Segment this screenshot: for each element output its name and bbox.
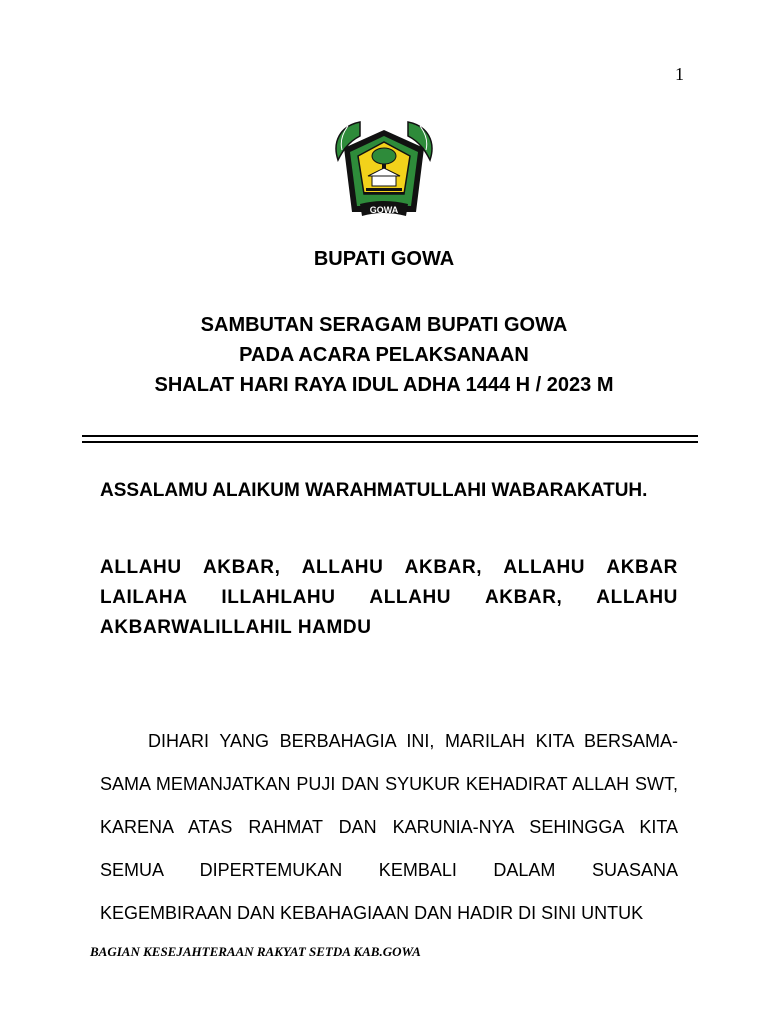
page-title: BUPATI GOWA [313,248,455,270]
divider-rule-bottom [82,441,698,443]
emblem-text: GOWA [369,205,399,215]
greeting-text: ASSALAMU ALAIKUM WARAHMATULLAHI WABARAKATUH. [100,480,648,501]
page-number: 1 [675,64,684,84]
heading-line-1: SAMBUTAN SERAGAM BUPATI GOWA [200,314,568,336]
speech-heading [0,310,768,400]
heading-line-3: SHALAT HARI RAYA IDUL ADHA 1444 H / 2023 M [154,374,614,396]
page-footer: BAGIAN KESEJAHTERAAN RAKYAT SETDA KAB.GOWA [90,944,421,959]
takbir-text: ALLAHU AKBAR, ALLAHU AKBAR, ALLAHU AKBAR LAILAHA ILLAHLAHU ALLAHU AKBAR, ALLAHU AKBARWALILLAHIL HAMDU [100,557,678,638]
body-paragraph: DIHARI YANG BERBAHAGIA INI, MARILAH KITA BERSAMA-SAMA MEMANJATKAN PUJI DAN SYUKUR KEHADIRAT ALLAH SWT, KARENA ATAS RAHMAT DAN KARUNIA-NYA SEHINGGA KITA SEMUA DIPERTEMUKAN KEMBALI DALAM SUASANA KEGEMBIRAAN DAN KEBAHAGIAAN DAN HADIR DI SINI UNTUK [100,731,678,923]
divider-rule-top [82,435,698,437]
gowa-emblem-icon [330,112,438,228]
heading-line-2: PADA ACARA PELAKSANAAN [239,344,529,366]
